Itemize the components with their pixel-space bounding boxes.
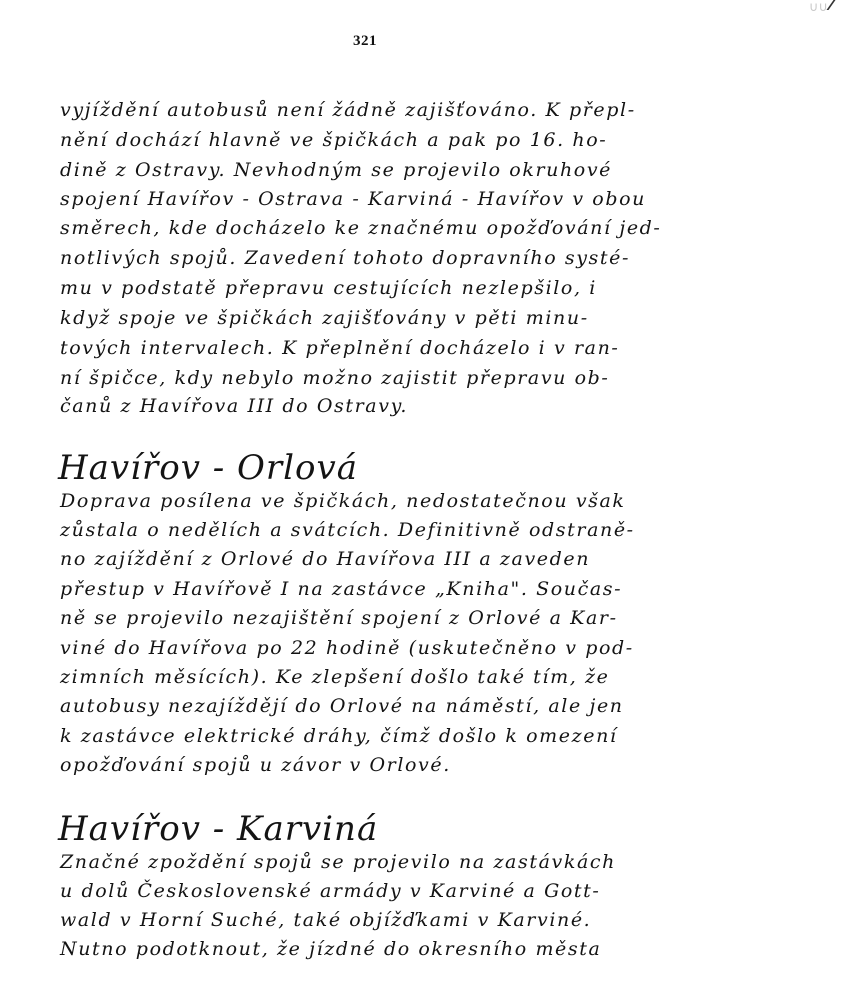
section-heading: Havířov - Karviná	[58, 809, 379, 849]
section-heading: Havířov - Orlová	[58, 448, 358, 488]
corner-tick	[826, 0, 849, 10]
page-number: 321	[353, 33, 377, 49]
text-line: u dolů Československé armády v Karviné a Gott-	[60, 880, 601, 902]
text-line: nění dochází hlavně ve špičkách a pak po 16. ho-	[60, 129, 608, 151]
text-line: zůstala o nedělích a svátcích. Definitivně odstraně-	[60, 519, 635, 541]
text-line: viné do Havířova po 22 hodině (uskutečněno v pod-	[60, 637, 634, 659]
text-line: no zajíždění z Orlové do Havířova III a zaveden	[60, 548, 591, 570]
text-line: ně se projevilo nezajištění spojení z Orlové a Kar-	[60, 607, 618, 629]
text-line: přestup v Havířově I na zastávce „Kniha". Součas-	[60, 578, 623, 600]
text-line: ní špičce, kdy nebylo možno zajistit přepravu ob-	[60, 367, 610, 389]
text-line: Doprava posílena ve špičkách, nedostatečnou však	[60, 490, 626, 512]
text-line: Nutno podotknout, že jízdné do okresního města	[60, 938, 602, 960]
text-line: k zastávce elektrické dráhy, čímž došlo k omezení	[60, 725, 618, 747]
text-line: vyjíždění autobusů není žádně zajišťováno. K přepl-	[60, 99, 636, 121]
text-line: dině z Ostravy. Nevhodným se projevilo okruhové	[60, 159, 613, 181]
corner-mark: ∪∪	[808, 0, 828, 15]
text-line: spojení Havířov - Ostrava - Karviná - Havířov v obou	[60, 188, 646, 210]
text-line: Značné zpoždění spojů se projevilo na zastávkách	[60, 851, 616, 873]
text-line: zimních měsících). Ke zlepšení došlo také tím, že	[60, 666, 610, 688]
text-line: opožďování spojů u závor v Orlové.	[60, 754, 451, 776]
text-line: mu v podstatě přepravu cestujících nezlepšilo, i	[60, 277, 597, 299]
text-line: wald v Horní Suché, také objížďkami v Karviné.	[60, 909, 592, 931]
text-line: tových intervalech. K přeplnění docházelo i v ran-	[60, 337, 620, 359]
text-line: notlivých spojů. Zavedení tohoto dopravního systé-	[60, 247, 631, 269]
text-line: autobusy nezajíždějí do Orlové na náměstí, ale jen	[60, 695, 624, 717]
text-line: když spoje ve špičkách zajišťovány v pěti minu-	[60, 307, 589, 329]
text-line: směrech, kde docházelo ke značnému opožďování jed-	[60, 217, 662, 239]
text-line: čanů z Havířova III do Ostravy.	[60, 395, 409, 417]
